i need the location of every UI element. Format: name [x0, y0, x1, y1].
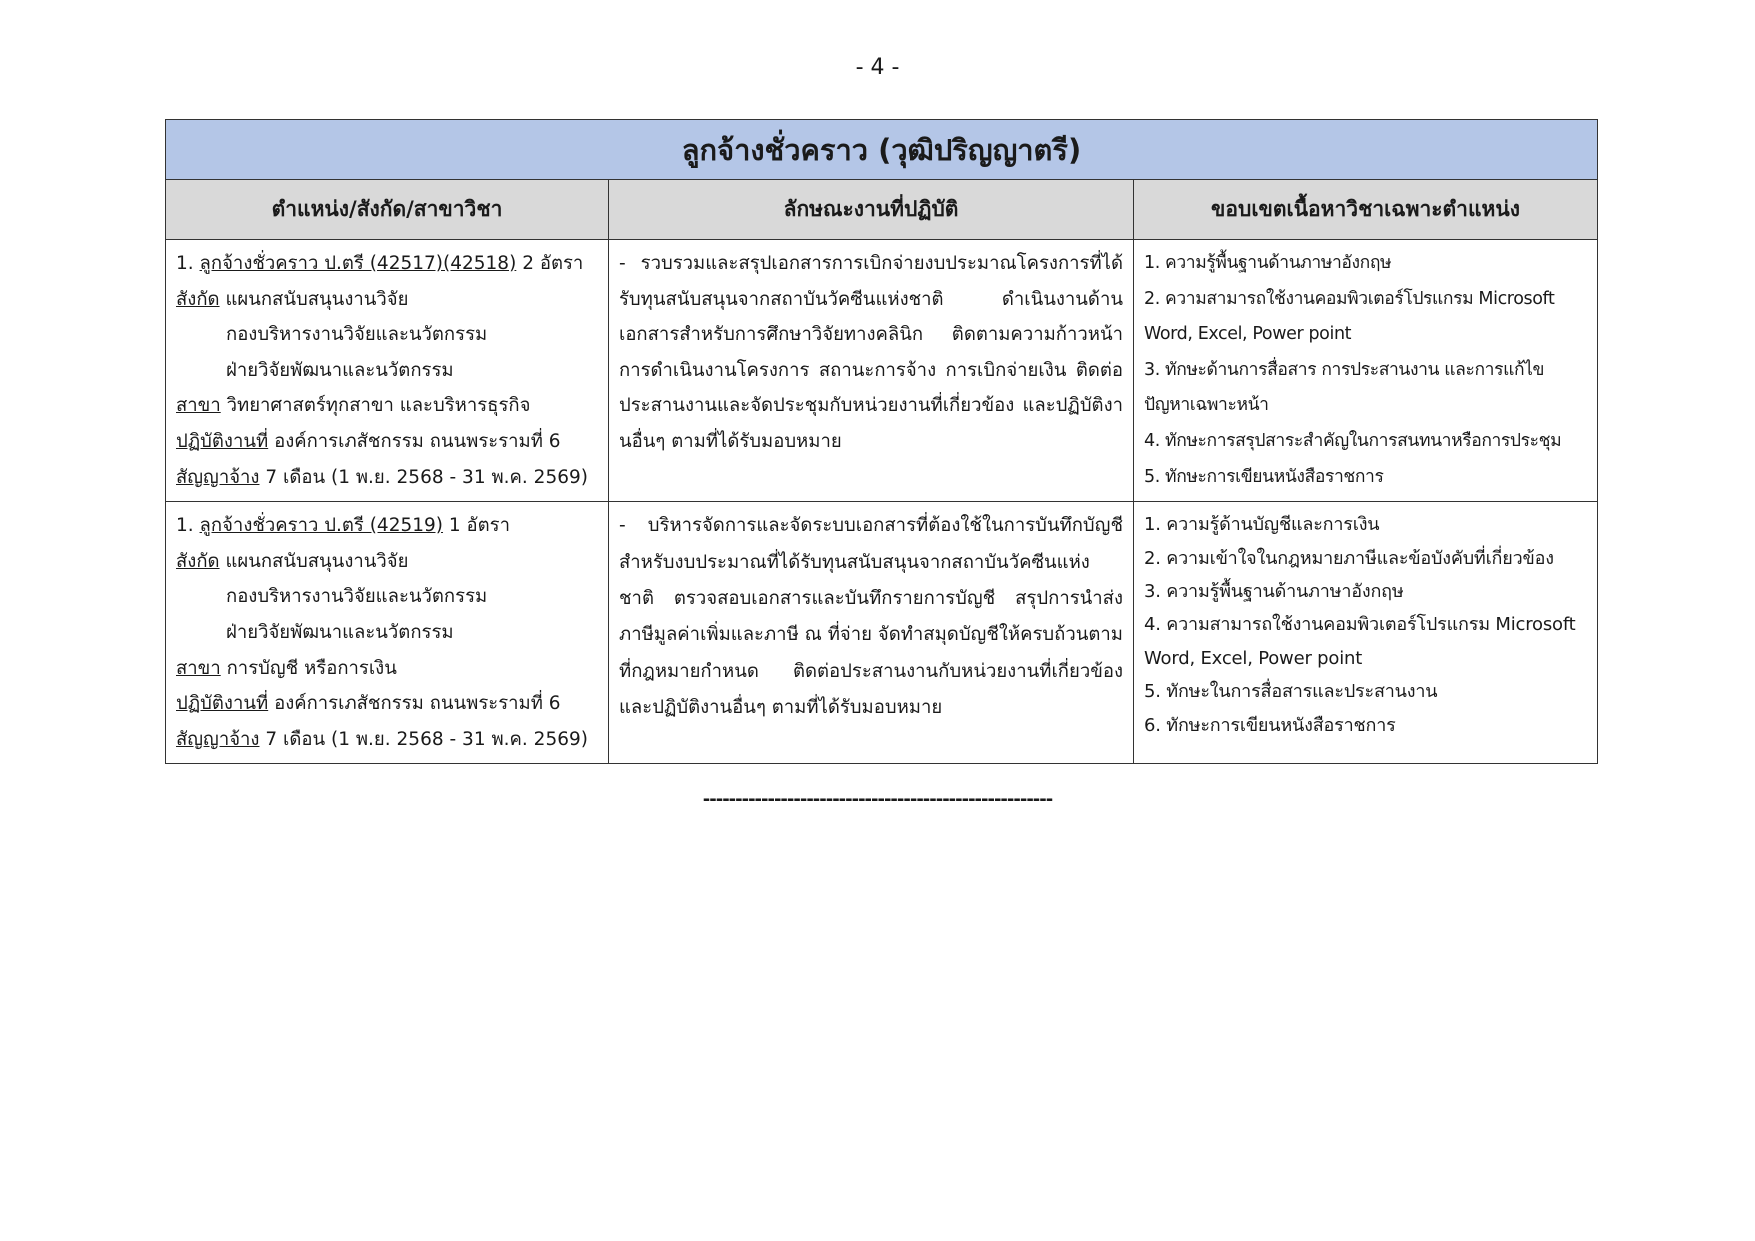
affiliation-line — [176, 282, 598, 318]
scope-item: 6. ทักษะการเขียนหนังสือราชการ — [1144, 714, 1396, 736]
scope-item: 2. ความเข้าใจในกฎหมายภาษีและข้อบังคับที่เกี่ยวข้อง — [1144, 547, 1554, 569]
workplace-value: องค์การเภสัชกรรม ถนนพระรามที่ 6 — [274, 430, 561, 452]
column-header-scope: ขอบเขตเนื้อหาวิชาเฉพาะตำแหน่ง — [1134, 180, 1598, 240]
workplace-value: องค์การเภสัชกรรม ถนนพระรามที่ 6 — [274, 693, 561, 715]
position-count: 1 อัตรา — [448, 515, 511, 537]
contract-value: 7 เดือน (1 พ.ย. 2568 - 31 พ.ค. 2569) — [265, 728, 588, 750]
column-header-duties: ลักษณะงานที่ปฏิบัติ — [609, 180, 1134, 240]
scope-item: 2. ความสามารถใช้งานคอมพิวเตอร์โปรแกรม Microsoft Word, Excel, Power point — [1144, 288, 1555, 345]
page-number: - 4 - — [855, 55, 900, 80]
affiliation-label: สังกัด — [176, 550, 220, 572]
contract-line — [176, 722, 598, 758]
scope-item: 5. ทักษะการเขียนหนังสือราชการ — [1144, 466, 1384, 487]
table-title: ลูกจ้างชั่วคราว (วุฒิปริญญาตรี) — [166, 120, 1598, 180]
affiliation-section: แผนกสนับสนุนงานวิจัย — [225, 288, 409, 310]
scope-item: 5. ทักษะในการสื่อสารและประสานงาน — [1144, 681, 1438, 703]
position-cell — [166, 502, 609, 764]
scope-item: 4. ความสามารถใช้งานคอมพิวเตอร์โปรแกรม Microsoft Word, Excel, Power point — [1144, 614, 1576, 669]
major-label: สาขา — [176, 657, 221, 679]
item-number: 1. — [176, 515, 194, 537]
workplace-label: ปฏิบัติงานที่ — [176, 430, 269, 452]
major-line — [176, 651, 598, 687]
major-value: วิทยาศาสตร์ทุกสาขา และบริหารธุรกิจ — [226, 395, 531, 417]
affiliation-department: ฝ่ายวิจัยพัฒนาและนวัตกรรม — [226, 359, 454, 381]
duties-cell: - รวบรวมและสรุปเอกสารการเบิกจ่ายงบประมาณโครงการที่ได้รับทุนสนับสนุนจากสถาบันวัคซีนแห่งชาติ ดำเนินงานด้านเอกสารสำหรับการศึกษาวิจัยทางคลินิก ติดตามความก้าวหน้าการดำเนินงานโครงการ สถานะการจ้าง การเบิกจ่ายเงิน ติดต่อประสานงานและจัดประชุมกับหน่วยงานที่เกี่ยวข้อง และปฏิบัติงานอื่นๆ ตามที่ได้รับมอบหมาย — [609, 240, 1134, 502]
position-title: ลูกจ้างชั่วคราว ป.ตรี (42519) — [199, 515, 444, 537]
contract-line — [176, 460, 598, 496]
contract-label: สัญญาจ้าง — [176, 728, 260, 750]
major-label: สาขา — [176, 395, 221, 417]
contract-label: สัญญาจ้าง — [176, 466, 260, 488]
workplace-label: ปฏิบัติงานที่ — [176, 693, 269, 715]
affiliation-label: สังกัด — [176, 288, 220, 310]
affiliation-division: กองบริหารงานวิจัยและนวัตกรรม — [226, 324, 488, 346]
scope-item: 1. ความรู้ด้านบัญชีและการเงิน — [1144, 514, 1380, 536]
scope-item: 3. ความรู้พื้นฐานด้านภาษาอังกฤษ — [1144, 580, 1404, 602]
table-row — [166, 240, 1598, 502]
major-value: การบัญชี หรือการเงิน — [226, 657, 397, 679]
scope-item: 1. ความรู้พื้นฐานด้านภาษาอังกฤษ — [1144, 253, 1392, 273]
workplace-line — [176, 424, 598, 460]
major-line — [176, 388, 598, 424]
table-row — [166, 502, 1598, 764]
workplace-line — [176, 686, 598, 722]
scope-cell — [1134, 240, 1598, 502]
position-title: ลูกจ้างชั่วคราว ป.ตรี (42517)(42518) — [199, 253, 517, 274]
scope-item: 4. ทักษะการสรุปสาระสำคัญในการสนทนาหรือการประชุม — [1144, 430, 1562, 451]
position-title-line — [176, 508, 598, 544]
affiliation-division: กองบริหารงานวิจัยและนวัตกรรม — [226, 586, 488, 608]
scope-cell — [1134, 502, 1598, 764]
end-separator: ------------------------------------------------------ — [702, 789, 1053, 810]
item-number: 1. — [176, 253, 194, 274]
duties-cell: - บริหารจัดการและจัดระบบเอกสารที่ต้องใช้ในการบันทึกบัญชีสำหรับงบประมาณที่ได้รับทุนสนับสนุนจากสถาบันวัคซีนแห่งชาติ ตรวจสอบเอกสารและบันทึกรายการบัญชี สรุปการนำส่งภาษีมูลค่าเพิ่มและภาษี ณ ที่จ่าย จัดทำสมุดบัญชีให้ครบถ้วนตามที่กฎหมายกำหนด ติดต่อประสานงานกับหน่วยงานที่เกี่ยวข้องและปฏิบัติงานอื่นๆ ตามที่ได้รับมอบหมาย — [609, 502, 1134, 764]
position-title-line — [176, 246, 598, 282]
contract-value: 7 เดือน (1 พ.ย. 2568 - 31 พ.ค. 2569) — [265, 466, 588, 488]
affiliation-department: ฝ่ายวิจัยพัฒนาและนวัตกรรม — [226, 621, 454, 643]
affiliation-line — [176, 544, 598, 580]
scope-item: 3. ทักษะด้านการสื่อสาร การประสานงาน และการแก้ไขปัญหาเฉพาะหน้า — [1144, 359, 1545, 416]
position-count: 2 อัตรา — [522, 253, 584, 274]
affiliation-section: แผนกสนับสนุนงานวิจัย — [225, 550, 409, 572]
position-cell — [166, 240, 609, 502]
column-header-position: ตำแหน่ง/สังกัด/สาขาวิชา — [166, 180, 609, 240]
position-table — [165, 119, 1598, 764]
